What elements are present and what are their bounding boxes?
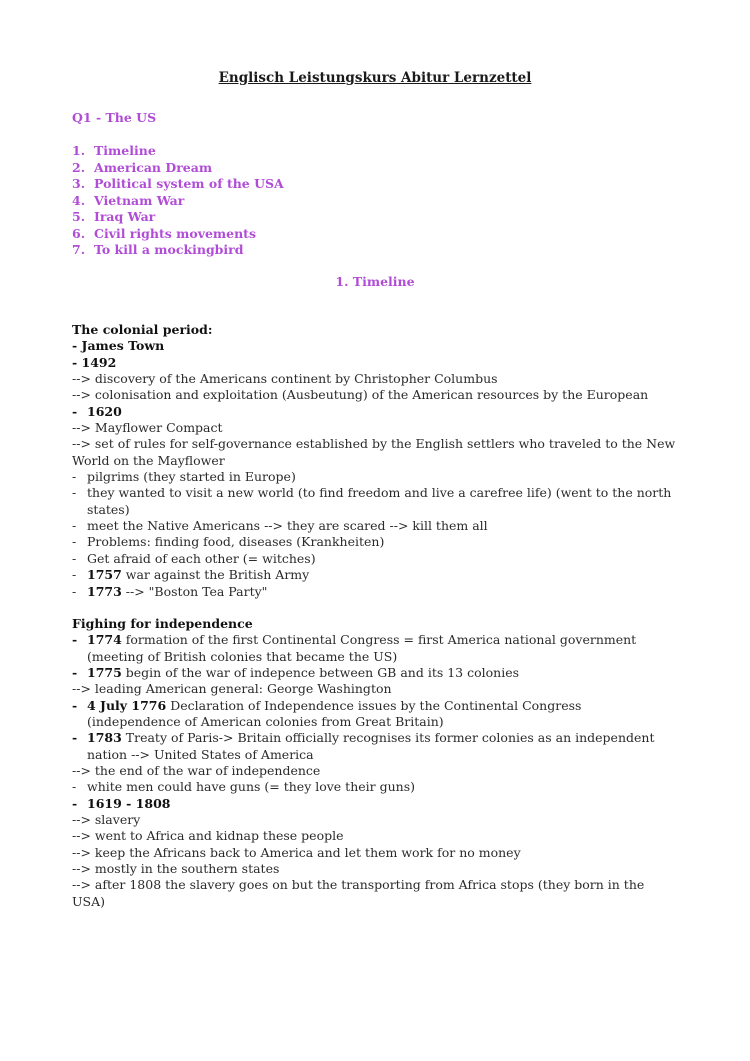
text-line: --> slavery xyxy=(72,811,141,827)
list-item: - 1773 --> "Boston Tea Party" xyxy=(72,583,268,599)
text-line: --> discovery of the Americans continent by Christopher Columbus xyxy=(72,371,498,387)
list-item: - 1783 Treaty of Paris-> Britain officially recognises its former colonies as an independent nation --> United States of America xyxy=(72,730,655,762)
list-item: - white men could have guns (= they love their guns) xyxy=(72,779,415,795)
text-line: --> leading American general: George Washington xyxy=(72,681,392,697)
document-title: Englisch Leistungskurs Abitur Lernzettel xyxy=(218,70,532,86)
colonial-heading: The colonial period: xyxy=(72,322,213,337)
text-line: --> Mayflower Compact xyxy=(72,420,223,436)
year-1620-line: - 1620 xyxy=(72,403,122,419)
toc-item: 4. Vietnam War xyxy=(72,192,185,208)
james-town-line: - James Town xyxy=(72,338,165,354)
text-line: --> colonisation and exploitation (Ausbeutung) of the American resources by the European xyxy=(72,387,649,403)
list-item: - meet the Native Americans --> they are scared --> kill them all xyxy=(72,518,488,534)
text-line: --> the end of the war of independence xyxy=(72,762,321,778)
toc-item: 5. Iraq War xyxy=(72,209,156,224)
list-item: - pilgrims (they started in Europe) xyxy=(72,469,296,485)
list-item: - they wanted to visit a new world (to find freedom and live a carefree life) (went to the north states) xyxy=(72,485,672,517)
list-item: - Get afraid of each other (= witches) xyxy=(72,550,316,566)
toc-item: 7. To kill a mockingbird xyxy=(72,242,244,257)
year-1492-line: - 1492 xyxy=(72,354,117,370)
list-item: - Problems: finding food, diseases (Krankheiten) xyxy=(72,534,385,550)
timeline-content xyxy=(72,322,676,910)
toc-item: 1. Timeline xyxy=(72,143,156,158)
independence-heading: Fighing for independence xyxy=(72,615,253,631)
table-of-contents xyxy=(72,143,284,259)
list-item: - 1774 formation of the first Continental Congress = first America national government (meeting of British colonies that became the US) xyxy=(72,632,637,664)
text-line: --> went to Africa and kidnap these people xyxy=(72,828,344,844)
list-item: - 1775 begin of the war of indepence between GB and its 13 colonies xyxy=(72,664,520,680)
section-heading-timeline: 1. Timeline xyxy=(335,274,415,289)
text-line: --> mostly in the southern states xyxy=(72,861,280,876)
text-line: --> keep the Africans back to America and let them work for no money xyxy=(72,844,521,860)
text-line: --> set of rules for self-governance established by the English settlers who traveled to the New World on the Mayflower xyxy=(72,436,676,468)
toc-item: 3. Political system of the USA xyxy=(72,176,284,191)
list-item: - 1757 war against the British Army xyxy=(72,567,310,583)
list-item: - 4 July 1776 Declaration of Independence issues by the Continental Congress (independence of American colonies from Great Britain) xyxy=(72,697,582,729)
text-line: --> after 1808 the slavery goes on but the transporting from Africa stops (they born in the USA) xyxy=(72,877,645,909)
toc-item: 6. Civil rights movements xyxy=(72,225,256,241)
toc-item: 2. American Dream xyxy=(72,159,213,175)
q1-heading: Q1 - The US xyxy=(72,110,157,125)
list-item: - 1619 - 1808 xyxy=(72,795,171,811)
